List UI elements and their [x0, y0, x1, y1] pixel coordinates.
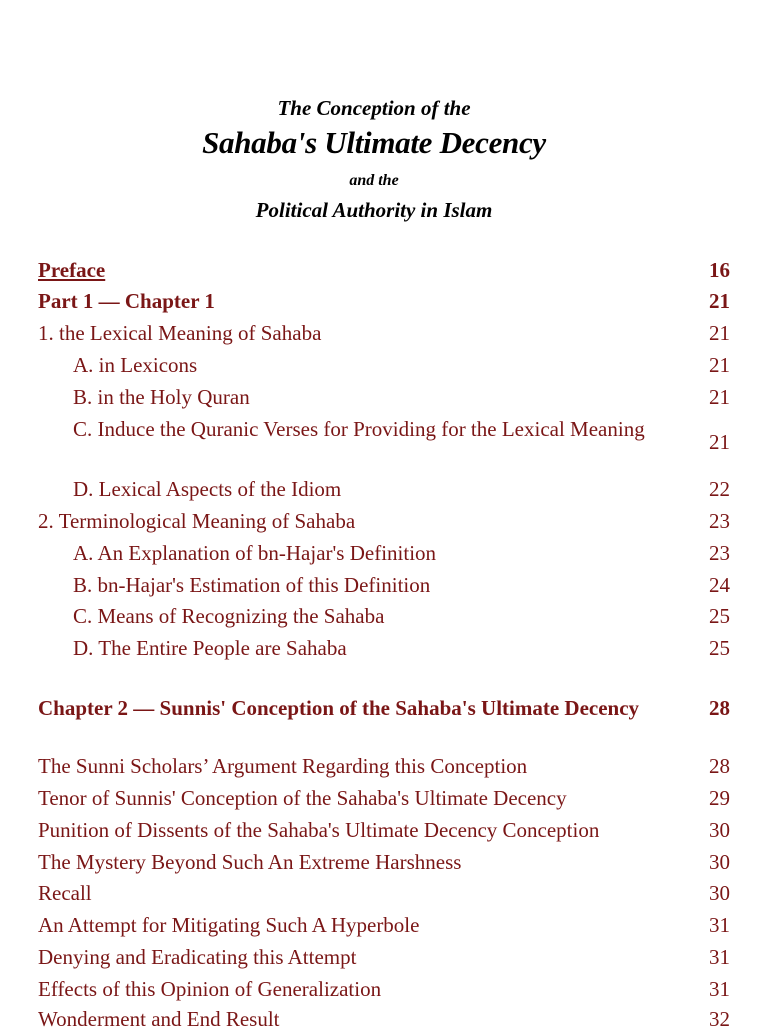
toc-entry[interactable] — [38, 352, 730, 379]
toc-entry-page: 21 — [709, 321, 730, 345]
toc-entry-page: 30 — [709, 818, 730, 842]
toc-entry-label: C. Means of Recognizing the Sahaba — [73, 604, 385, 628]
toc-entry-label: B. bn-Hajar's Estimation of this Definition — [73, 573, 431, 597]
toc-entry-label: A. in Lexicons — [73, 353, 198, 377]
toc-entry[interactable] — [38, 540, 730, 567]
toc-entry[interactable] — [38, 753, 730, 780]
toc-entry-label: The Sunni Scholars’ Argument Regarding this Conception — [38, 754, 528, 778]
toc-entry-page: 31 — [709, 945, 730, 969]
toc-entry-label: Preface — [38, 258, 106, 282]
toc-entry-page: 31 — [709, 913, 730, 937]
toc-entry-page: 30 — [709, 881, 730, 905]
toc-entry-page: 24 — [709, 573, 730, 597]
toc-entry-label: B. in the Holy Quran — [73, 385, 250, 409]
toc-entry[interactable] — [38, 384, 730, 411]
title-line-4: Political Authority in Islam — [255, 198, 493, 222]
toc-entry[interactable] — [38, 817, 730, 844]
toc-entry-chapter2[interactable] — [38, 695, 730, 722]
toc-entry[interactable] — [38, 912, 730, 939]
title-line-1: The Conception of the — [277, 96, 471, 120]
toc-entry-page: 31 — [709, 977, 730, 1001]
toc-entry-page: 21 — [709, 430, 730, 454]
toc-entry-label: 2. Terminological Meaning of Sahaba — [38, 509, 356, 533]
toc-entry-page: 28 — [709, 754, 730, 778]
toc-entry-label: D. The Entire People are Sahaba — [73, 636, 347, 660]
toc-entry-label: The Mystery Beyond Such An Extreme Harshness — [38, 850, 462, 874]
toc-entry-part1-chapter1[interactable] — [38, 288, 730, 315]
toc-entry-page: 16 — [709, 258, 730, 282]
toc-entry-page: 23 — [709, 541, 730, 565]
toc-entry-page: 22 — [709, 477, 730, 501]
toc-entry-page: 29 — [709, 786, 730, 810]
title-line-3: and the — [349, 172, 399, 189]
document-title — [0, 92, 748, 222]
toc-entry[interactable] — [38, 320, 730, 347]
toc-entry-page: 25 — [709, 636, 730, 660]
toc-entry-label: 1. the Lexical Meaning of Sahaba — [38, 321, 322, 345]
toc-entry-label: Part 1 — Chapter 1 — [38, 289, 215, 313]
toc-entry[interactable] — [38, 849, 730, 876]
toc-entry-page: 28 — [709, 696, 730, 720]
toc-entry-label: Wonderment and End Result — [38, 1007, 280, 1031]
toc-entry-label: Recall — [38, 881, 92, 905]
toc-entry-label: Effects of this Opinion of Generalization — [38, 977, 382, 1001]
toc-entry[interactable] — [38, 1006, 730, 1033]
toc-entry[interactable] — [38, 976, 730, 1003]
title-line-2: Sahaba's Ultimate Decency — [202, 125, 546, 160]
toc-entry[interactable] — [38, 508, 730, 535]
toc-entry-label: Punition of Dissents of the Sahaba's Ultimate Decency Conception — [38, 818, 600, 842]
toc-entry-label: D. Lexical Aspects of the Idiom — [73, 477, 342, 501]
toc-entry-label: C. Induce the Quranic Verses for Providing for the Lexical Meaning — [73, 417, 645, 441]
toc-entry[interactable] — [38, 572, 730, 599]
toc-entry-page: 21 — [709, 353, 730, 377]
toc-entry[interactable] — [38, 603, 730, 630]
toc-entry-label: An Attempt for Mitigating Such A Hyperbole — [38, 913, 420, 937]
toc-entry-preface[interactable] — [38, 257, 730, 284]
toc-entry[interactable] — [38, 785, 730, 812]
toc-entry[interactable] — [38, 476, 730, 503]
toc-entry[interactable] — [38, 416, 730, 454]
toc-entry-page: 23 — [709, 509, 730, 533]
toc-entry-page: 21 — [709, 289, 730, 313]
toc-entry-page: 25 — [709, 604, 730, 628]
toc-entry-page: 30 — [709, 850, 730, 874]
toc-entry[interactable] — [38, 880, 730, 907]
toc-entry-label: Tenor of Sunnis' Conception of the Sahaba's Ultimate Decency — [38, 786, 567, 810]
toc-entry[interactable] — [38, 944, 730, 971]
toc-entry-label: Chapter 2 — Sunnis' Conception of the Sahaba's Ultimate Decency — [38, 696, 640, 720]
toc-entry-label: Denying and Eradicating this Attempt — [38, 945, 357, 969]
toc-entry[interactable] — [38, 635, 730, 662]
toc-entry-label: A. An Explanation of bn-Hajar's Definition — [73, 541, 437, 565]
toc-entry-page: 32 — [709, 1007, 730, 1031]
toc-entry-page: 21 — [709, 385, 730, 409]
